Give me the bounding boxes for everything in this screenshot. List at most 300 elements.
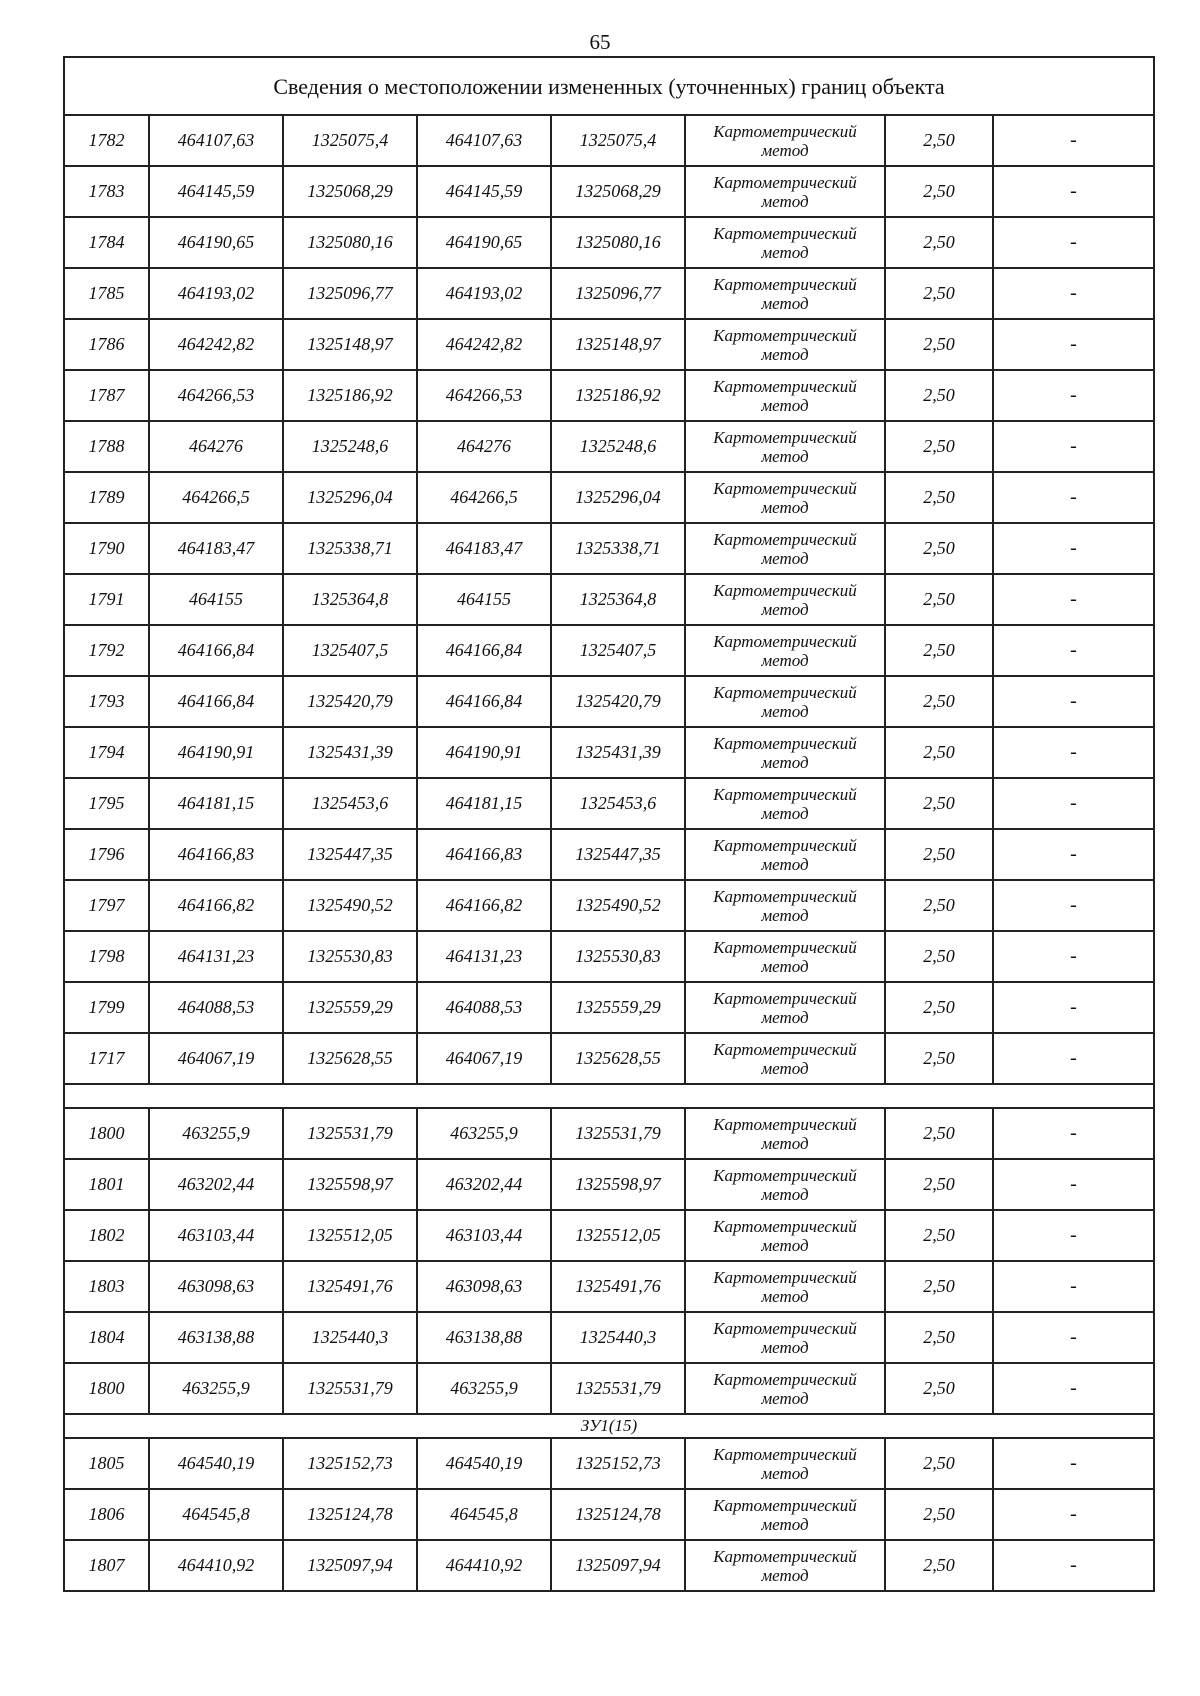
x-existing-cell: 463255,9 [149, 1108, 283, 1159]
method-cell [685, 1438, 885, 1489]
method-cell [685, 880, 885, 931]
method-line-2: метод [761, 956, 809, 976]
point-number-cell: 1717 [64, 1033, 149, 1084]
accuracy-cell: 2,50 [885, 268, 993, 319]
note-cell: - [993, 676, 1154, 727]
section-label: ЗУ1(15) [64, 1414, 1154, 1438]
y-existing-cell: 1325075,4 [283, 115, 417, 166]
note-cell: - [993, 1363, 1154, 1414]
method-line-1: Картометрический [713, 835, 857, 855]
y-refined-cell: 1325338,71 [551, 523, 685, 574]
y-existing-cell: 1325431,39 [283, 727, 417, 778]
y-refined-cell: 1325440,3 [551, 1312, 685, 1363]
method-cell [685, 676, 885, 727]
y-refined-cell: 1325124,78 [551, 1489, 685, 1540]
y-refined-cell: 1325068,29 [551, 166, 685, 217]
y-refined-cell: 1325512,05 [551, 1210, 685, 1261]
y-existing-cell: 1325453,6 [283, 778, 417, 829]
y-existing-cell: 1325364,8 [283, 574, 417, 625]
table-row [64, 931, 1154, 982]
y-refined-cell: 1325628,55 [551, 1033, 685, 1084]
table-row [64, 268, 1154, 319]
method-line-2: метод [761, 803, 809, 823]
point-number-cell: 1807 [64, 1540, 149, 1591]
x-existing-cell: 464410,92 [149, 1540, 283, 1591]
note-cell: - [993, 880, 1154, 931]
y-existing-cell: 1325407,5 [283, 625, 417, 676]
method-cell [685, 1159, 885, 1210]
table-row [64, 778, 1154, 829]
method-cell [685, 115, 885, 166]
point-number-cell: 1805 [64, 1438, 149, 1489]
accuracy-cell: 2,50 [885, 421, 993, 472]
point-number-cell: 1791 [64, 574, 149, 625]
table-row [64, 523, 1154, 574]
accuracy-cell: 2,50 [885, 1540, 993, 1591]
method-line-1: Картометрический [713, 1165, 857, 1185]
method-cell [685, 625, 885, 676]
x-refined-cell: 464190,65 [417, 217, 551, 268]
method-cell [685, 1363, 885, 1414]
note-cell: - [993, 115, 1154, 166]
table-row [64, 574, 1154, 625]
note-cell: - [993, 1312, 1154, 1363]
method-line-1: Картометрический [713, 1267, 857, 1287]
x-refined-cell: 464193,02 [417, 268, 551, 319]
point-number-cell: 1789 [64, 472, 149, 523]
y-refined-cell: 1325096,77 [551, 268, 685, 319]
method-line-1: Картометрический [713, 733, 857, 753]
method-line-2: метод [761, 140, 809, 160]
table-row [64, 217, 1154, 268]
y-existing-cell: 1325148,97 [283, 319, 417, 370]
y-existing-cell: 1325152,73 [283, 1438, 417, 1489]
accuracy-cell: 2,50 [885, 625, 993, 676]
x-existing-cell: 464276 [149, 421, 283, 472]
x-refined-cell: 464266,53 [417, 370, 551, 421]
x-existing-cell: 464166,84 [149, 625, 283, 676]
point-number-cell: 1794 [64, 727, 149, 778]
accuracy-cell: 2,50 [885, 778, 993, 829]
method-cell [685, 778, 885, 829]
x-existing-cell: 463255,9 [149, 1363, 283, 1414]
point-number-cell: 1806 [64, 1489, 149, 1540]
x-refined-cell: 464145,59 [417, 166, 551, 217]
method-line-2: метод [761, 1565, 809, 1585]
x-refined-cell: 464131,23 [417, 931, 551, 982]
method-line-1: Картометрический [713, 1369, 857, 1389]
method-cell [685, 1540, 885, 1591]
note-cell: - [993, 523, 1154, 574]
y-existing-cell: 1325068,29 [283, 166, 417, 217]
method-cell [685, 829, 885, 880]
note-cell: - [993, 421, 1154, 472]
x-existing-cell: 464155 [149, 574, 283, 625]
method-line-1: Картометрический [713, 1546, 857, 1566]
method-line-1: Картометрический [713, 580, 857, 600]
x-existing-cell: 464181,15 [149, 778, 283, 829]
note-cell: - [993, 1033, 1154, 1084]
method-line-1: Картометрический [713, 325, 857, 345]
method-line-1: Картометрический [713, 172, 857, 192]
method-line-2: метод [761, 497, 809, 517]
y-existing-cell: 1325080,16 [283, 217, 417, 268]
y-existing-cell: 1325124,78 [283, 1489, 417, 1540]
y-refined-cell: 1325447,35 [551, 829, 685, 880]
x-existing-cell: 463098,63 [149, 1261, 283, 1312]
method-line-1: Картометрический [713, 1318, 857, 1338]
group-separator-row [64, 1084, 1154, 1108]
table-row [64, 829, 1154, 880]
method-cell [685, 472, 885, 523]
note-cell: - [993, 1159, 1154, 1210]
x-existing-cell: 464545,8 [149, 1489, 283, 1540]
accuracy-cell: 2,50 [885, 1312, 993, 1363]
method-cell [685, 1210, 885, 1261]
method-line-1: Картометрический [713, 427, 857, 447]
point-number-cell: 1787 [64, 370, 149, 421]
x-refined-cell: 464181,15 [417, 778, 551, 829]
accuracy-cell: 2,50 [885, 982, 993, 1033]
x-refined-cell: 463103,44 [417, 1210, 551, 1261]
table-row [64, 676, 1154, 727]
table-row [64, 1489, 1154, 1540]
x-refined-cell: 464166,83 [417, 829, 551, 880]
note-cell: - [993, 931, 1154, 982]
point-number-cell: 1803 [64, 1261, 149, 1312]
method-cell [685, 727, 885, 778]
y-existing-cell: 1325248,6 [283, 421, 417, 472]
method-cell [685, 523, 885, 574]
method-line-2: метод [761, 1058, 809, 1078]
y-refined-cell: 1325531,79 [551, 1363, 685, 1414]
method-line-2: метод [761, 752, 809, 772]
y-refined-cell: 1325531,79 [551, 1108, 685, 1159]
boundary-coordinates-table [63, 56, 1155, 1592]
y-existing-cell: 1325491,76 [283, 1261, 417, 1312]
accuracy-cell: 2,50 [885, 574, 993, 625]
table-title: Сведения о местоположении измененных (уточненных) границ объекта [64, 57, 1154, 115]
y-refined-cell: 1325530,83 [551, 931, 685, 982]
point-number-cell: 1800 [64, 1363, 149, 1414]
method-cell [685, 1261, 885, 1312]
table-row [64, 166, 1154, 217]
x-refined-cell: 464276 [417, 421, 551, 472]
y-refined-cell: 1325598,97 [551, 1159, 685, 1210]
x-refined-cell: 463255,9 [417, 1108, 551, 1159]
x-existing-cell: 464067,19 [149, 1033, 283, 1084]
x-refined-cell: 464155 [417, 574, 551, 625]
x-existing-cell: 464107,63 [149, 115, 283, 166]
x-refined-cell: 464067,19 [417, 1033, 551, 1084]
method-cell [685, 1312, 885, 1363]
method-line-1: Картометрический [713, 682, 857, 702]
y-existing-cell: 1325096,77 [283, 268, 417, 319]
note-cell: - [993, 727, 1154, 778]
x-existing-cell: 464166,83 [149, 829, 283, 880]
y-existing-cell: 1325447,35 [283, 829, 417, 880]
point-number-cell: 1801 [64, 1159, 149, 1210]
accuracy-cell: 2,50 [885, 472, 993, 523]
point-number-cell: 1782 [64, 115, 149, 166]
y-existing-cell: 1325531,79 [283, 1363, 417, 1414]
y-existing-cell: 1325338,71 [283, 523, 417, 574]
table-row [64, 421, 1154, 472]
method-line-2: метод [761, 1337, 809, 1357]
y-existing-cell: 1325559,29 [283, 982, 417, 1033]
method-line-1: Картометрический [713, 1039, 857, 1059]
table-row [64, 319, 1154, 370]
method-line-1: Картометрический [713, 937, 857, 957]
y-refined-cell: 1325364,8 [551, 574, 685, 625]
method-line-2: метод [761, 446, 809, 466]
x-existing-cell: 463202,44 [149, 1159, 283, 1210]
accuracy-cell: 2,50 [885, 880, 993, 931]
x-refined-cell: 464266,5 [417, 472, 551, 523]
method-line-1: Картометрический [713, 478, 857, 498]
x-existing-cell: 464088,53 [149, 982, 283, 1033]
point-number-cell: 1802 [64, 1210, 149, 1261]
table-row [64, 1363, 1154, 1414]
boundary-table-container [63, 56, 1153, 1592]
accuracy-cell: 2,50 [885, 1261, 993, 1312]
accuracy-cell: 2,50 [885, 1363, 993, 1414]
table-row [64, 472, 1154, 523]
accuracy-cell: 2,50 [885, 370, 993, 421]
point-number-cell: 1785 [64, 268, 149, 319]
y-existing-cell: 1325530,83 [283, 931, 417, 982]
table-row [64, 1033, 1154, 1084]
method-cell [685, 982, 885, 1033]
method-cell [685, 319, 885, 370]
y-refined-cell: 1325075,4 [551, 115, 685, 166]
method-line-2: метод [761, 191, 809, 211]
method-line-1: Картометрический [713, 223, 857, 243]
table-row [64, 1540, 1154, 1591]
y-existing-cell: 1325628,55 [283, 1033, 417, 1084]
x-refined-cell: 464166,84 [417, 625, 551, 676]
point-number-cell: 1798 [64, 931, 149, 982]
accuracy-cell: 2,50 [885, 1489, 993, 1540]
method-line-1: Картометрический [713, 1216, 857, 1236]
table-row [64, 1312, 1154, 1363]
note-cell: - [993, 778, 1154, 829]
note-cell: - [993, 319, 1154, 370]
accuracy-cell: 2,50 [885, 523, 993, 574]
x-refined-cell: 464183,47 [417, 523, 551, 574]
y-existing-cell: 1325420,79 [283, 676, 417, 727]
method-line-1: Картометрический [713, 529, 857, 549]
method-line-1: Картометрический [713, 631, 857, 651]
y-refined-cell: 1325490,52 [551, 880, 685, 931]
x-refined-cell: 464242,82 [417, 319, 551, 370]
method-line-2: метод [761, 548, 809, 568]
method-line-2: метод [761, 905, 809, 925]
method-line-1: Картометрический [713, 988, 857, 1008]
y-refined-cell: 1325186,92 [551, 370, 685, 421]
x-existing-cell: 464540,19 [149, 1438, 283, 1489]
accuracy-cell: 2,50 [885, 1210, 993, 1261]
method-line-1: Картометрический [713, 886, 857, 906]
point-number-cell: 1796 [64, 829, 149, 880]
point-number-cell: 1799 [64, 982, 149, 1033]
x-refined-cell: 464190,91 [417, 727, 551, 778]
x-refined-cell: 463255,9 [417, 1363, 551, 1414]
point-number-cell: 1792 [64, 625, 149, 676]
note-cell: - [993, 370, 1154, 421]
method-line-2: метод [761, 1286, 809, 1306]
x-existing-cell: 464242,82 [149, 319, 283, 370]
method-cell [685, 1033, 885, 1084]
y-refined-cell: 1325148,97 [551, 319, 685, 370]
point-number-cell: 1784 [64, 217, 149, 268]
table-row [64, 115, 1154, 166]
accuracy-cell: 2,50 [885, 166, 993, 217]
point-number-cell: 1800 [64, 1108, 149, 1159]
note-cell: - [993, 166, 1154, 217]
method-line-2: метод [761, 1133, 809, 1153]
method-line-2: метод [761, 1514, 809, 1534]
point-number-cell: 1793 [64, 676, 149, 727]
accuracy-cell: 2,50 [885, 217, 993, 268]
x-existing-cell: 464145,59 [149, 166, 283, 217]
x-existing-cell: 464193,02 [149, 268, 283, 319]
method-line-2: метод [761, 1388, 809, 1408]
note-cell: - [993, 1540, 1154, 1591]
x-existing-cell: 464131,23 [149, 931, 283, 982]
method-line-1: Картометрический [713, 274, 857, 294]
point-number-cell: 1804 [64, 1312, 149, 1363]
x-existing-cell: 464183,47 [149, 523, 283, 574]
x-refined-cell: 463202,44 [417, 1159, 551, 1210]
x-existing-cell: 463138,88 [149, 1312, 283, 1363]
table-row [64, 370, 1154, 421]
point-number-cell: 1786 [64, 319, 149, 370]
method-line-1: Картометрический [713, 376, 857, 396]
x-refined-cell: 463098,63 [417, 1261, 551, 1312]
note-cell: - [993, 217, 1154, 268]
method-line-1: Картометрический [713, 784, 857, 804]
method-cell [685, 370, 885, 421]
method-line-2: метод [761, 599, 809, 619]
x-existing-cell: 464166,82 [149, 880, 283, 931]
note-cell: - [993, 1261, 1154, 1312]
y-existing-cell: 1325531,79 [283, 1108, 417, 1159]
accuracy-cell: 2,50 [885, 1108, 993, 1159]
x-existing-cell: 464266,53 [149, 370, 283, 421]
method-line-2: метод [761, 701, 809, 721]
x-existing-cell: 464266,5 [149, 472, 283, 523]
accuracy-cell: 2,50 [885, 1159, 993, 1210]
table-row [64, 1261, 1154, 1312]
method-line-2: метод [761, 242, 809, 262]
note-cell: - [993, 982, 1154, 1033]
method-cell [685, 931, 885, 982]
section-label-row [64, 1414, 1154, 1438]
accuracy-cell: 2,50 [885, 319, 993, 370]
x-refined-cell: 464166,82 [417, 880, 551, 931]
x-refined-cell: 464540,19 [417, 1438, 551, 1489]
method-line-2: метод [761, 650, 809, 670]
y-refined-cell: 1325248,6 [551, 421, 685, 472]
y-existing-cell: 1325097,94 [283, 1540, 417, 1591]
point-number-cell: 1797 [64, 880, 149, 931]
y-refined-cell: 1325097,94 [551, 1540, 685, 1591]
y-refined-cell: 1325420,79 [551, 676, 685, 727]
point-number-cell: 1783 [64, 166, 149, 217]
y-existing-cell: 1325490,52 [283, 880, 417, 931]
x-refined-cell: 463138,88 [417, 1312, 551, 1363]
note-cell: - [993, 829, 1154, 880]
method-cell [685, 217, 885, 268]
y-refined-cell: 1325407,5 [551, 625, 685, 676]
group-separator [64, 1084, 1154, 1108]
point-number-cell: 1795 [64, 778, 149, 829]
table-row [64, 982, 1154, 1033]
x-existing-cell: 463103,44 [149, 1210, 283, 1261]
method-line-1: Картометрический [713, 1114, 857, 1134]
x-refined-cell: 464088,53 [417, 982, 551, 1033]
table-row [64, 727, 1154, 778]
table-row [64, 1159, 1154, 1210]
accuracy-cell: 2,50 [885, 931, 993, 982]
y-refined-cell: 1325559,29 [551, 982, 685, 1033]
method-line-1: Картометрический [713, 121, 857, 141]
method-line-2: метод [761, 395, 809, 415]
note-cell: - [993, 625, 1154, 676]
accuracy-cell: 2,50 [885, 1438, 993, 1489]
table-row [64, 1210, 1154, 1261]
y-refined-cell: 1325296,04 [551, 472, 685, 523]
method-cell [685, 1489, 885, 1540]
method-line-1: Картометрический [713, 1495, 857, 1515]
accuracy-cell: 2,50 [885, 1033, 993, 1084]
point-number-cell: 1790 [64, 523, 149, 574]
y-existing-cell: 1325440,3 [283, 1312, 417, 1363]
accuracy-cell: 2,50 [885, 676, 993, 727]
x-refined-cell: 464410,92 [417, 1540, 551, 1591]
method-cell [685, 574, 885, 625]
table-row [64, 1108, 1154, 1159]
y-refined-cell: 1325453,6 [551, 778, 685, 829]
method-line-2: метод [761, 344, 809, 364]
x-refined-cell: 464107,63 [417, 115, 551, 166]
y-refined-cell: 1325491,76 [551, 1261, 685, 1312]
method-cell [685, 1108, 885, 1159]
x-existing-cell: 464190,65 [149, 217, 283, 268]
method-cell [685, 268, 885, 319]
y-refined-cell: 1325152,73 [551, 1438, 685, 1489]
method-line-1: Картометрический [713, 1444, 857, 1464]
note-cell: - [993, 574, 1154, 625]
table-row [64, 625, 1154, 676]
y-existing-cell: 1325296,04 [283, 472, 417, 523]
note-cell: - [993, 1210, 1154, 1261]
accuracy-cell: 2,50 [885, 727, 993, 778]
method-line-2: метод [761, 293, 809, 313]
y-existing-cell: 1325598,97 [283, 1159, 417, 1210]
note-cell: - [993, 472, 1154, 523]
x-existing-cell: 464166,84 [149, 676, 283, 727]
method-line-2: метод [761, 854, 809, 874]
note-cell: - [993, 1438, 1154, 1489]
method-cell [685, 166, 885, 217]
method-cell [685, 421, 885, 472]
note-cell: - [993, 1489, 1154, 1540]
note-cell: - [993, 268, 1154, 319]
method-line-2: метод [761, 1007, 809, 1027]
y-refined-cell: 1325431,39 [551, 727, 685, 778]
